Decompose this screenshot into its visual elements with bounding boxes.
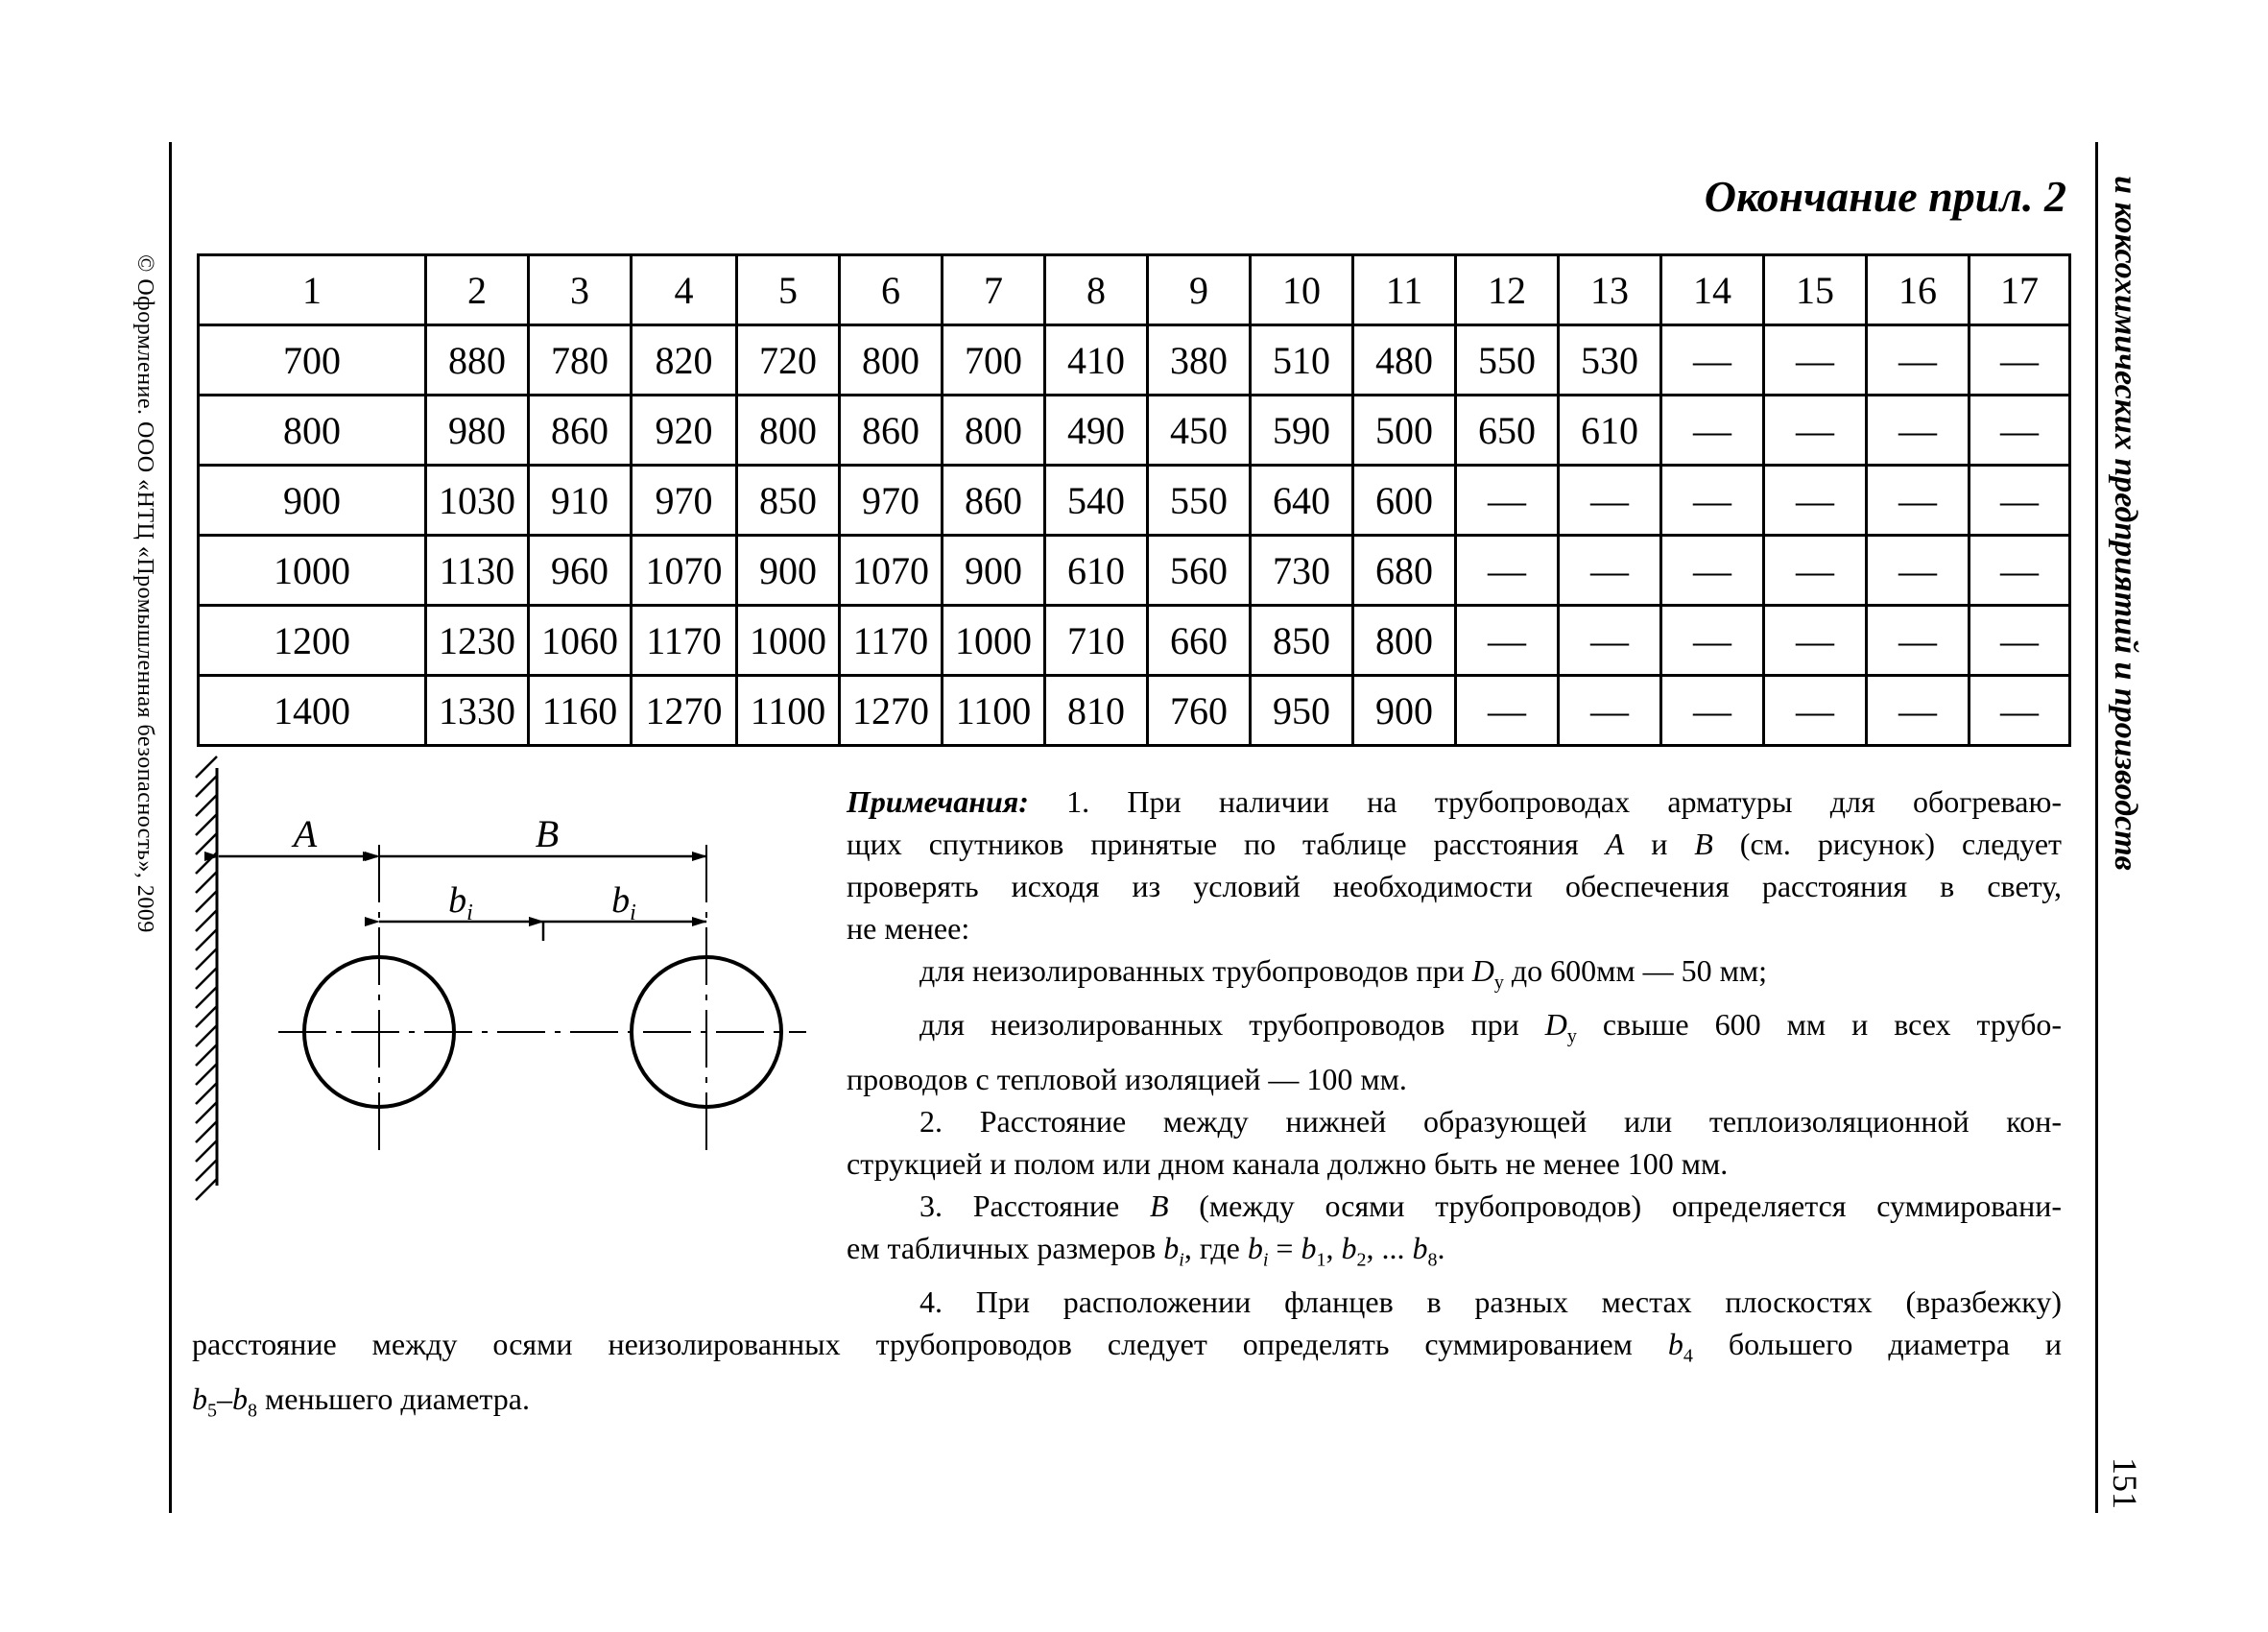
right-margin-rule <box>2095 142 2098 1513</box>
section-header-text: и коксохимических предприятий и производств <box>2108 176 2143 871</box>
table-cell: 970 <box>632 466 737 536</box>
table-cell: — <box>1559 466 1661 536</box>
table-cell: 410 <box>1045 325 1148 396</box>
note-1-line-6: для неизолированных трубопроводов при $D_у$ свыше 600 мм и всех трубо- <box>919 1007 2063 1047</box>
table-cell: — <box>1764 325 1867 396</box>
table-cell: 860 <box>529 396 632 466</box>
table-cell: — <box>1661 676 1764 746</box>
table-cell: — <box>1970 536 2070 606</box>
table-cell: 810 <box>1045 676 1148 746</box>
table-cell: 970 <box>840 466 943 536</box>
table-cell: 910 <box>529 466 632 536</box>
table-cell: — <box>1661 606 1764 676</box>
table-cell: 480 <box>1353 325 1456 396</box>
note-1-line-1: Примечания: 1. При наличии на трубопроводах арматуры для обогреваю- <box>847 784 2063 819</box>
table-cell: 600 <box>1353 466 1456 536</box>
label-b: B <box>535 812 560 855</box>
table-cell: — <box>1661 396 1764 466</box>
table-header-cell: 6 <box>840 255 943 325</box>
note-1-line-3: проверять исходя из условий необходимости обеспечения расстояния в свету, <box>847 869 2062 903</box>
table-cell: 700 <box>199 325 426 396</box>
table-cell: 1000 <box>199 536 426 606</box>
table-cell: 1200 <box>199 606 426 676</box>
note-3-line-1: 3. Расстояние B (между осями трубопроводов) определяется суммировани- <box>919 1188 2063 1223</box>
table-header-cell: 3 <box>529 255 632 325</box>
note-1-line-4: не менее: <box>847 911 970 946</box>
notes-block <box>192 780 2062 1431</box>
table-cell: 700 <box>943 325 1045 396</box>
table-row <box>199 606 2070 676</box>
note-1-line-7: проводов с тепловой изоляцией — 100 мм. <box>847 1061 1407 1096</box>
table-cell: 450 <box>1148 396 1251 466</box>
table-cell: 510 <box>1251 325 1353 396</box>
table-cell: 1160 <box>529 676 632 746</box>
table-row <box>199 325 2070 396</box>
copyright-side-text <box>125 152 163 1035</box>
table-cell: 900 <box>199 466 426 536</box>
left-margin-rule <box>169 142 172 1513</box>
table-cell: 1000 <box>737 606 840 676</box>
table-cell: 1060 <box>529 606 632 676</box>
table-header-cell: 8 <box>1045 255 1148 325</box>
note-4-line-3: $b_5-b_8$ меньшего диаметра. <box>192 1380 530 1421</box>
table-cell: — <box>1559 536 1661 606</box>
table-cell: — <box>1867 606 1970 676</box>
table-cell: — <box>1970 676 2070 746</box>
table-cell: 680 <box>1353 536 1456 606</box>
table-cell: 1130 <box>426 536 529 606</box>
table-cell: — <box>1764 676 1867 746</box>
table-cell: 820 <box>632 325 737 396</box>
table-header-cell: 7 <box>943 255 1045 325</box>
table-header-cell: 17 <box>1970 255 2070 325</box>
table-cell: 730 <box>1251 536 1353 606</box>
table-cell: — <box>1661 536 1764 606</box>
table-header-cell: 9 <box>1148 255 1251 325</box>
table-cell: — <box>1764 466 1867 536</box>
table-row <box>199 676 2070 746</box>
table-header-cell: 11 <box>1353 255 1456 325</box>
label-a: A <box>293 812 318 855</box>
table-cell: — <box>1559 676 1661 746</box>
table-cell: 800 <box>1353 606 1456 676</box>
table-cell: 900 <box>737 536 840 606</box>
table-cell: 1030 <box>426 466 529 536</box>
note-4-line-2: расстояние между осями неизолированных трубопроводов следует определять суммированием $b_4$ большего диаметра и <box>192 1327 2063 1367</box>
table-header-cell: 12 <box>1456 255 1559 325</box>
table-cell: 550 <box>1148 466 1251 536</box>
table-cell: 1230 <box>426 606 529 676</box>
distance-table <box>197 253 2071 747</box>
table-cell: — <box>1764 536 1867 606</box>
page-number <box>2102 1454 2148 1512</box>
table-cell: 1000 <box>943 606 1045 676</box>
table-cell: — <box>1970 466 2070 536</box>
table-cell: — <box>1867 325 1970 396</box>
table-cell: 380 <box>1148 325 1251 396</box>
table-cell: 610 <box>1045 536 1148 606</box>
table-cell: 1330 <box>426 676 529 746</box>
table-cell: 490 <box>1045 396 1148 466</box>
page-title: Окончание прил. 2 <box>1704 172 2066 221</box>
table-cell: 1070 <box>840 536 943 606</box>
label-bi-left: $b_i$ <box>448 880 473 925</box>
table-cell: — <box>1867 676 1970 746</box>
table-cell: 640 <box>1251 466 1353 536</box>
table-cell: 960 <box>529 536 632 606</box>
table-cell: 780 <box>529 325 632 396</box>
table-cell: 1170 <box>632 606 737 676</box>
table-cell: 1170 <box>840 606 943 676</box>
table-cell: — <box>1970 325 2070 396</box>
table-row <box>199 536 2070 606</box>
table-cell: 1100 <box>737 676 840 746</box>
table-cell: 920 <box>632 396 737 466</box>
table-header-cell: 15 <box>1764 255 1867 325</box>
note-4-line-1: 4. При расположении фланцев в разных местах плоскостях (вразбежку) <box>919 1284 2062 1320</box>
table-cell: 760 <box>1148 676 1251 746</box>
table-cell: 850 <box>737 466 840 536</box>
table-cell: 1400 <box>199 676 426 746</box>
table-cell: — <box>1456 606 1559 676</box>
table-cell: — <box>1559 606 1661 676</box>
table-header-cell: 10 <box>1251 255 1353 325</box>
table-cell: — <box>1867 536 1970 606</box>
table-header-cell: 13 <box>1559 255 1661 325</box>
table-cell: — <box>1867 396 1970 466</box>
table-cell: 800 <box>737 396 840 466</box>
table-header-cell: 4 <box>632 255 737 325</box>
table-cell: — <box>1764 396 1867 466</box>
table-cell: 1270 <box>632 676 737 746</box>
table-cell: 500 <box>1353 396 1456 466</box>
table-cell: — <box>1661 466 1764 536</box>
table-header-cell: 16 <box>1867 255 1970 325</box>
table-cell: 590 <box>1251 396 1353 466</box>
note-1-line-2: щих спутников принятые по таблице расстояния A и B (см. рисунок) следует <box>847 827 2063 861</box>
table-header-cell: 5 <box>737 255 840 325</box>
table-cell: 950 <box>1251 676 1353 746</box>
table-cell: 900 <box>943 536 1045 606</box>
table-cell: — <box>1456 536 1559 606</box>
table-cell: — <box>1970 606 2070 676</box>
table-cell: — <box>1456 676 1559 746</box>
table-cell: — <box>1970 396 2070 466</box>
table-cell: 980 <box>426 396 529 466</box>
table-header-cell: 1 <box>199 255 426 325</box>
table-cell: — <box>1867 466 1970 536</box>
page-number-text: 151 <box>2106 1457 2144 1509</box>
table-row <box>199 466 2070 536</box>
table-cell: 800 <box>943 396 1045 466</box>
table-cell: 650 <box>1456 396 1559 466</box>
table-cell: 800 <box>840 325 943 396</box>
table-header-cell: 2 <box>426 255 529 325</box>
table-cell: 860 <box>840 396 943 466</box>
note-2-line-2: струкцией и полом или дном канала должно быть не менее 100 мм. <box>847 1145 1729 1181</box>
table-cell: 860 <box>943 466 1045 536</box>
table-cell: 1070 <box>632 536 737 606</box>
table-cell: 550 <box>1456 325 1559 396</box>
table-cell: 610 <box>1559 396 1661 466</box>
table-cell: 660 <box>1148 606 1251 676</box>
note-1-line-5: для неизолированных трубопроводов при $D_у$ до 600мм — 50 мм; <box>919 953 1768 994</box>
table-cell: 900 <box>1353 676 1456 746</box>
copyright-text: © Оформление. ООО «НТЦ «Промышленная безопасность», 2009 <box>131 253 157 933</box>
table-body <box>199 255 2070 746</box>
table-row <box>199 396 2070 466</box>
table-cell: — <box>1456 466 1559 536</box>
table-cell: 1100 <box>943 676 1045 746</box>
table-cell: 710 <box>1045 606 1148 676</box>
section-side-header <box>2102 125 2148 922</box>
table-header-row <box>199 255 2070 325</box>
table-cell: 850 <box>1251 606 1353 676</box>
table-cell: 800 <box>199 396 426 466</box>
table-cell: 720 <box>737 325 840 396</box>
table-cell: 560 <box>1148 536 1251 606</box>
table-cell: — <box>1764 606 1867 676</box>
table-cell: 530 <box>1559 325 1661 396</box>
table-cell: 880 <box>426 325 529 396</box>
table-cell: 540 <box>1045 466 1148 536</box>
note-3-line-2: ем табличных размеров $b_i$, где $b_i = b_1$, $b_2$, ... $b_8$. <box>847 1230 1445 1271</box>
table-cell: 1270 <box>840 676 943 746</box>
label-bi-right: $b_i$ <box>611 880 636 925</box>
table-header-cell: 14 <box>1661 255 1764 325</box>
table-cell: — <box>1661 325 1764 396</box>
note-2-line-1: 2. Расстояние между нижней образующей или теплоизоляционной кон- <box>919 1103 2062 1139</box>
